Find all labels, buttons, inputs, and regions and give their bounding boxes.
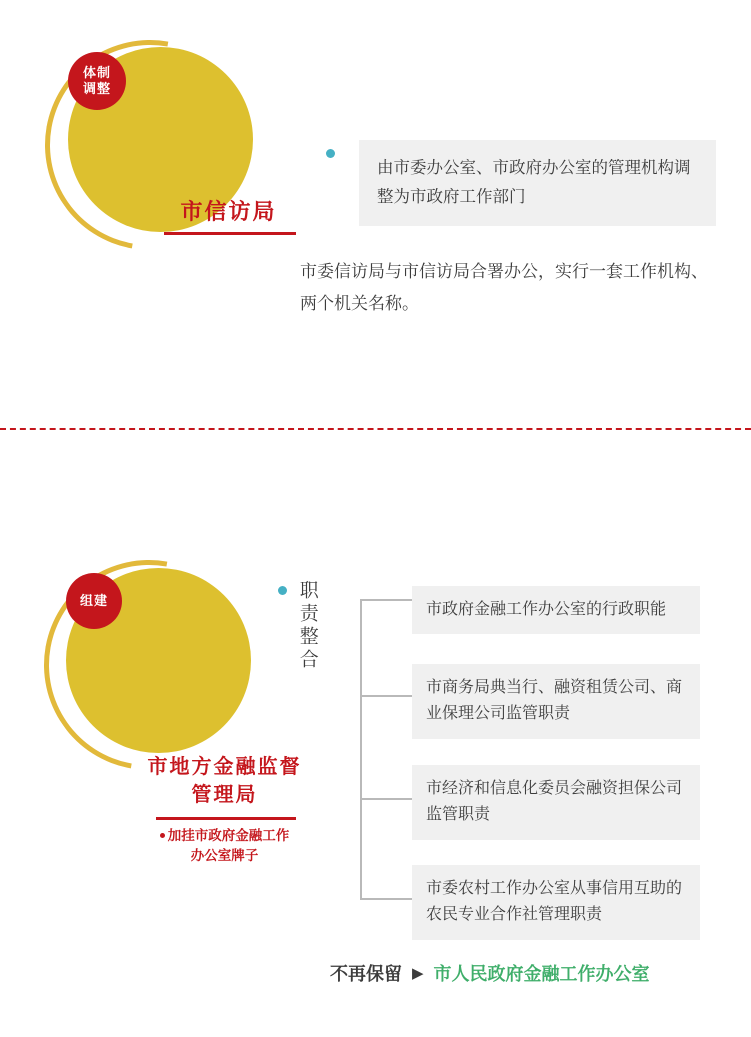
- footer-value: 市人民政府金融工作办公室: [433, 964, 650, 984]
- bullet-one-text: 由市委办公室、市政府办公室的管理机构调整为市政府工作部门: [359, 140, 716, 226]
- circle-one-title-underline: [164, 232, 296, 235]
- circle-two-subnote: [132, 826, 317, 867]
- list-item: 市政府金融工作办公室的行政职能: [412, 586, 700, 634]
- vertical-label-text: 职责整合: [296, 580, 318, 672]
- bullet-dot-icon: [326, 149, 335, 158]
- dashed-divider: [0, 428, 751, 430]
- list-item: 市商务局典当行、融资租赁公司、商业保理公司监管职责: [412, 664, 700, 739]
- tree-branch: [360, 898, 412, 900]
- tree-branch: [360, 599, 412, 601]
- small-dot-icon: [160, 833, 165, 838]
- footer-row: [330, 960, 650, 986]
- bullet-row-one: [326, 140, 716, 226]
- section-institutional-adjustment: [0, 0, 751, 410]
- subnote-line-2: 办公室牌子: [190, 848, 259, 864]
- circle-two-title-line-2: 管理局: [191, 784, 258, 806]
- footer-label: 不再保留: [330, 964, 402, 984]
- subnote-line-1: 加挂市政府金融工作: [167, 828, 290, 843]
- list-item: 市经济和信息化委员会融资担保公司监管职责: [412, 765, 700, 840]
- badge-new-establishment: 组建: [66, 573, 122, 629]
- section-new-establishment: [0, 440, 751, 1037]
- subnote-line-1-wrap: [132, 826, 317, 846]
- arrow-right-icon: ▶: [412, 965, 424, 982]
- circle-two-title-underline: [156, 817, 296, 820]
- connector-tree: [360, 580, 420, 900]
- tree-branch: [360, 695, 412, 697]
- circle-two-title-line-1: 市地方金融监督: [147, 756, 302, 778]
- circle-one-title: 市信访局: [180, 199, 277, 224]
- badge-one-line-1: 体制: [82, 64, 111, 80]
- list-item: 市委农村工作办公室从事信用互助的农民专业合作社管理职责: [412, 865, 700, 940]
- circle-two-title: [132, 753, 317, 809]
- bullet-dot-icon: [278, 586, 287, 595]
- badge-institutional-adjustment: [68, 52, 126, 110]
- vertical-label-group: [278, 580, 318, 672]
- tree-branch: [360, 798, 412, 800]
- badge-one-line-2: 调整: [82, 81, 111, 96]
- section-one-note: 市委信访局与市信访局合署办公，实行一套工作机构、两个机关名称。: [300, 262, 708, 314]
- tree-trunk: [360, 599, 362, 899]
